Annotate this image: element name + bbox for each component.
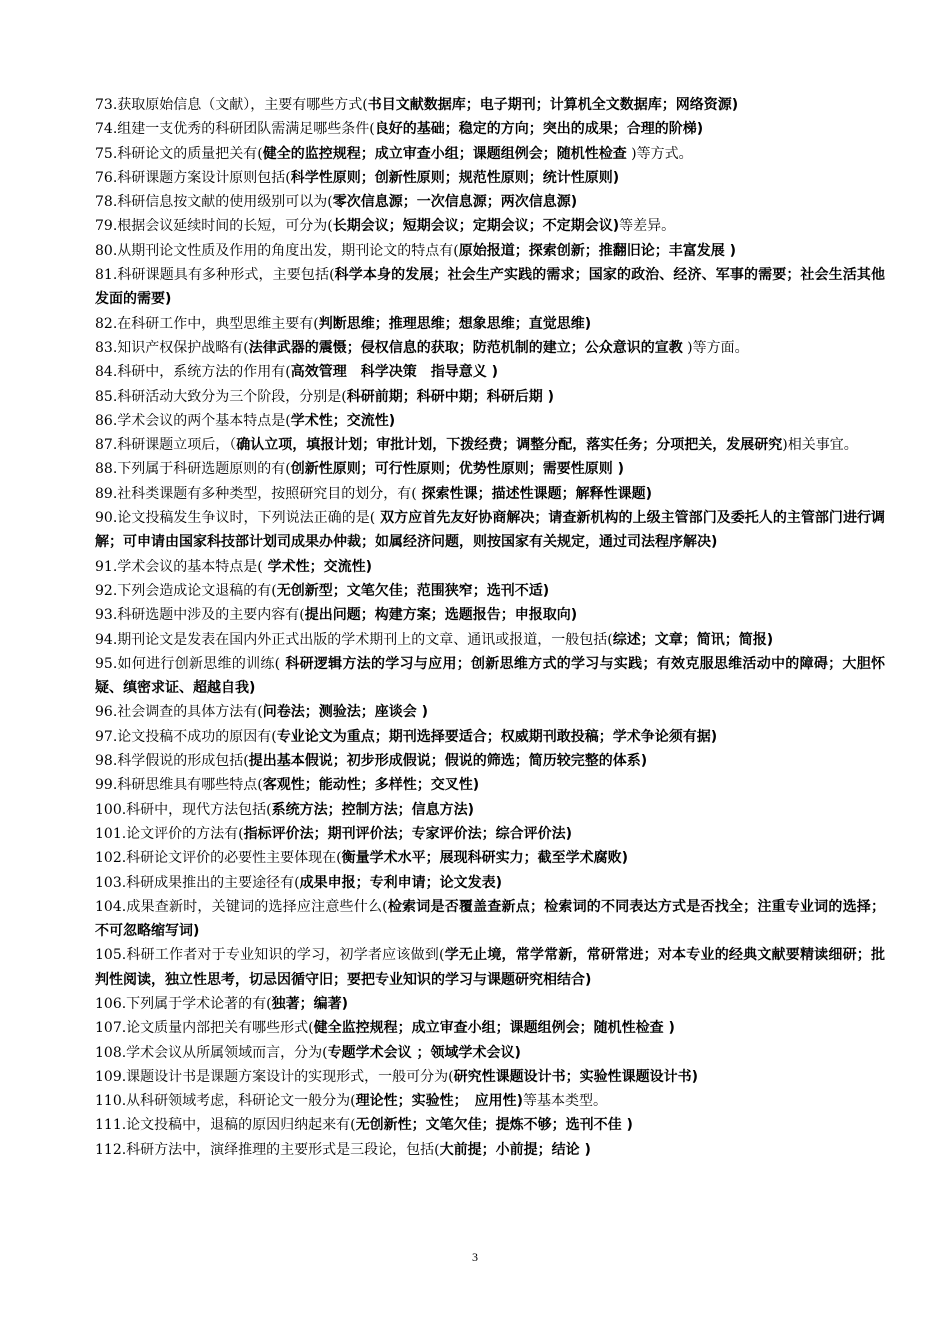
question-item	[95, 312, 885, 336]
answer-text: 问卷法；测验法；座谈会 )	[262, 704, 429, 721]
answer-text: 科研前期；科研中期；科研后期 )	[346, 388, 555, 405]
question-item	[95, 846, 885, 870]
question-text: 98.科学假说的形成包括(	[95, 753, 249, 770]
question-item	[95, 1138, 885, 1162]
question-item	[95, 943, 885, 992]
question-tail: )等方面。	[682, 339, 749, 356]
answer-text: 独著；编著)	[271, 995, 349, 1012]
answer-text: 创新性原则；可行性原则；优势性原则；需要性原则 )	[290, 461, 625, 478]
question-item	[95, 773, 885, 797]
question-text: 111.论文投稿中，退稿的原因归纳起来有(	[95, 1117, 356, 1134]
question-text: 83.知识产权保护战略有(	[95, 339, 249, 356]
question-item	[95, 700, 885, 724]
question-text: 89.社科类课题有多种类型，按照研究目的划分，有(	[95, 485, 417, 502]
question-text: 100.科研中，现代方法包括(	[95, 801, 272, 818]
question-text: 96.社会调查的具体方法有(	[95, 704, 263, 721]
question-item	[95, 1065, 885, 1089]
answer-text: 科学本身的发展；社会生产实践的需求；国家的政治、经济、军事的需要；社会生活其他发面的需要)	[95, 267, 886, 308]
question-item	[95, 749, 885, 773]
question-item	[95, 117, 885, 141]
question-item	[95, 798, 885, 822]
question-text: 106.下列属于学术论著的有(	[95, 995, 272, 1012]
question-item	[95, 1089, 885, 1113]
question-tail: )等方式。	[626, 145, 693, 162]
question-item	[95, 482, 885, 506]
question-item	[95, 1016, 885, 1040]
question-item	[95, 142, 885, 166]
question-tail: 等差异。	[619, 218, 676, 235]
question-text: 92.下列会造成论文退稿的有(	[95, 582, 277, 599]
question-item	[95, 263, 885, 312]
question-text: 108.学术会议从所属领域而言，分为(	[95, 1044, 328, 1061]
question-text: 97.论文投稿不成功的原因有(	[95, 728, 277, 745]
answer-text: 法律武器的震慑；侵权信息的获取；防范机制的建立；公众意识的宣教	[248, 339, 683, 356]
question-text: 84.科研中，系统方法的作用有(	[95, 364, 291, 381]
question-text: 88.下列属于科研选题原则的有(	[95, 461, 291, 478]
answer-text: 无创新型；文笔欠佳；范围狭窄；选刊不适)	[276, 582, 550, 599]
question-item	[95, 895, 885, 944]
document-body	[95, 93, 885, 1162]
question-item	[95, 1041, 885, 1065]
answer-text: 零次信息源；一次信息源；两次信息源)	[332, 194, 578, 211]
answer-text: 科学性原则；创新性原则；规范性原则；统计性原则)	[290, 169, 620, 186]
answer-text: 综述；文章；简讯；简报)	[612, 631, 774, 648]
question-text: 102.科研论文评价的必要性主要体现在(	[95, 850, 342, 867]
answer-text: 双方应首先友好协商解决；请查新机构的上级主管部门及委托人的主管部门进行调解；可申请由国家科技部计划司成果办仲裁；如属经济问题，则按国家有关规定，通过司法程序解决)	[95, 510, 886, 551]
question-item	[95, 1113, 885, 1137]
answer-text: 学术性；交流性)	[262, 558, 373, 575]
answer-text: 探索性课；描述性课题；解释性课题)	[416, 485, 653, 502]
question-item	[95, 166, 885, 190]
question-tail: )相关事宜。	[782, 437, 858, 454]
question-text: 74.组建一支优秀的科研团队需满足哪些条件(	[95, 121, 375, 138]
answer-text: 系统方法；控制方法；信息方法)	[271, 801, 475, 818]
question-item	[95, 506, 885, 555]
answer-text: 无创新性；文笔欠佳；提炼不够；选刊不佳 )	[355, 1117, 633, 1134]
answer-text: 高效管理 科学决策 指导意义 )	[290, 364, 499, 381]
question-text: 76.科研课题方案设计原则包括(	[95, 169, 291, 186]
question-text: 75.科研论文的质量把关有(	[95, 145, 263, 162]
answer-text: 专题学术会议 ；领域学术会议)	[327, 1044, 521, 1061]
question-text: 91.学术会议的基本特点是(	[95, 558, 263, 575]
question-item	[95, 871, 885, 895]
question-item	[95, 190, 885, 214]
answer-text: 客观性；能动性；多样性；交叉性)	[262, 777, 480, 794]
question-item	[95, 239, 885, 263]
question-text: 99.科研思维具有哪些特点(	[95, 777, 263, 794]
question-text: 80.从期刊论文性质及作用的角度出发，期刊论文的特点有(	[95, 242, 459, 259]
question-text: 79.根据会议延续时间的长短，可分为(	[95, 218, 333, 235]
question-tail: 等基本类型。	[523, 1093, 608, 1110]
answer-text: 检索词是否覆盖查新点；检索词的不同表达方式是否找全；注重专业词的选择；不可忽略缩写词)	[95, 898, 886, 940]
question-item	[95, 409, 885, 433]
question-item	[95, 555, 885, 579]
answer-text: 指标评价法；期刊评价法；专家评价法；综合评价法)	[243, 825, 573, 842]
question-text: 110.从科研领域考虑，科研论文一般分为(	[95, 1093, 356, 1110]
question-item	[95, 214, 885, 238]
question-item	[95, 579, 885, 603]
question-text: 86.学术会议的两个基本特点是(	[95, 412, 291, 429]
answer-text: 原始报道；探索创新；推翻旧论；丰富发展 )	[458, 242, 737, 259]
answer-text: 提出问题；构建方案；选题报告；申报取向)	[304, 607, 578, 624]
question-text: 73.获取原始信息（文献），主要有哪些方式(	[95, 97, 368, 113]
question-text: 104.成果查新时，关键词的选择应注意些什么(	[95, 898, 388, 915]
question-text: 103.科研成果推出的主要途径有(	[95, 874, 300, 891]
question-text: 105.科研工作者对于专业知识的学习，初学者应该做到(	[95, 947, 445, 964]
question-text: 107.论文质量内部把关有哪些形式(	[95, 1020, 314, 1037]
question-text: 85.科研活动大致分为三个阶段，分别是(	[95, 388, 347, 405]
answer-text: 研究性课题设计书；实验性课题设计书)	[453, 1068, 699, 1085]
answer-text: 理论性；实验性； 应用性)	[355, 1093, 524, 1110]
answer-text: 提出基本假说；初步形成假说；假说的筛选；简历较完整的体系)	[248, 753, 648, 770]
answer-text: 衡量学术水平；展现科研实力；截至学术腐败)	[341, 850, 629, 867]
question-text: 81.科研课题具有多种形式，主要包括(	[95, 267, 335, 284]
answer-text: 学术性；交流性)	[290, 412, 396, 429]
answer-text: 大前提；小前提；结论 )	[439, 1141, 591, 1158]
question-text: 112.科研方法中，演绎推理的主要形式是三段论，包括(	[95, 1141, 440, 1158]
answer-text: 书目文献数据库；电子期刊；计算机全文数据库；网络资源)	[367, 97, 739, 113]
question-item	[95, 628, 885, 652]
question-text: 78.科研信息按文献的使用级别可以为(	[95, 194, 333, 211]
question-item	[95, 360, 885, 384]
answer-text: 专业论文为重点；期刊选择要适合；权威期刊敢投稿；学术争论须有据)	[276, 728, 718, 745]
question-text: 95.如何进行创新思维的训练(	[95, 655, 281, 672]
page-number: 3	[472, 1250, 478, 1264]
question-item	[95, 992, 885, 1016]
answer-text: 成果申报；专利申请；论文发表)	[299, 874, 503, 891]
answer-text: 良好的基础；稳定的方向；突出的成果；合理的阶梯)	[374, 121, 704, 138]
answer-text: 长期会议；短期会议；定期会议；不定期会议)	[332, 218, 620, 235]
answer-text: 确认立项，填报计划；审批计划，下拨经费；调整分配，落实任务；分项把关，发展研究	[236, 437, 783, 454]
question-text: 93.科研选题中涉及的主要内容有(	[95, 607, 305, 624]
question-item	[95, 725, 885, 749]
question-item	[95, 93, 885, 117]
question-item	[95, 385, 885, 409]
question-text: 87.科研课题立项后，（	[95, 437, 237, 454]
answer-text: 科研逻辑方法的学习与应用；创新思维方式的学习与实践；有效克服思维活动中的障碍；大胆怀疑、缜密求证、超越自我)	[95, 655, 885, 697]
question-item	[95, 457, 885, 481]
question-text: 82.在科研工作中，典型思维主要有(	[95, 315, 319, 332]
question-item	[95, 603, 885, 627]
question-item	[95, 652, 885, 701]
question-text: 109.课题设计书是课题方案设计的实现形式，一般可分为(	[95, 1068, 454, 1085]
question-text: 94.期刊论文是发表在国内外正式出版的学术期刊上的文章、通讯或报道，一般包括(	[95, 631, 613, 648]
answer-text: 判断思维；推理思维；想象思维；直觉思维)	[318, 315, 592, 332]
question-item	[95, 822, 885, 846]
question-item	[95, 336, 885, 360]
question-text: 90.论文投稿发生争议时，下列说法正确的是(	[95, 510, 376, 527]
question-text: 101.论文评价的方法有(	[95, 825, 244, 842]
answer-text: 健全监控规程；成立审查小组；课题组例会；随机性检查 )	[313, 1020, 675, 1037]
answer-text: 学无止境，常学常新，常研常进；对本专业的经典文献要精读细研；批判性阅读，独立性思考，切忌因循守旧；要把专业知识的学习与课题研究相结合)	[95, 947, 886, 988]
answer-text: 健全的监控规程；成立审查小组；课题组例会；随机性检查	[262, 145, 627, 162]
question-item	[95, 433, 885, 457]
